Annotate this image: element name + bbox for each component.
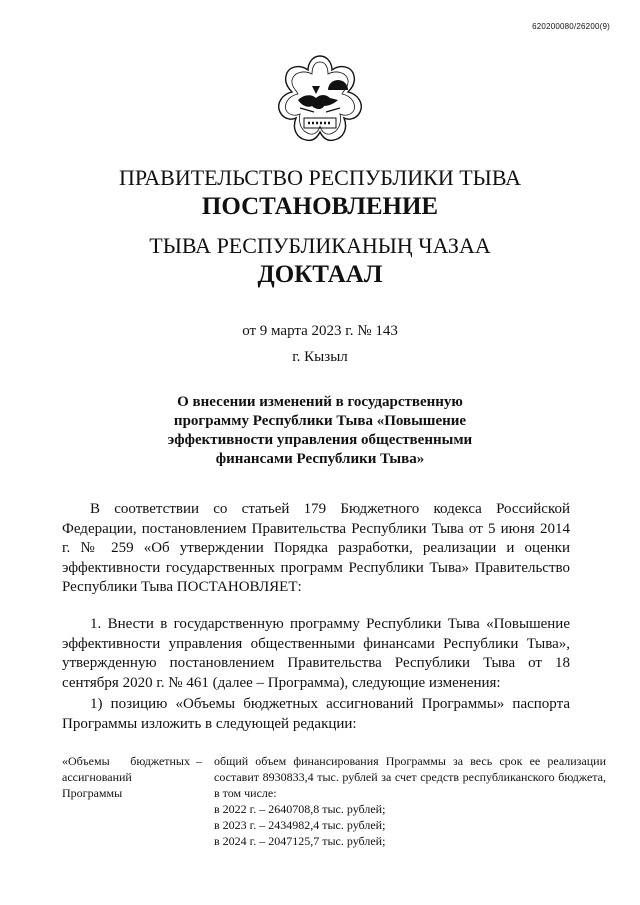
decree-city: г. Кызыл — [292, 349, 348, 365]
paragraph-item-1-1: 1) позицию «Объемы бюджетных ассигнований Программы» паспорта Программы изложить в следующей редакции: — [62, 696, 570, 732]
table-label-cell: «Объемы бюджетных ассигнований Программы — [62, 754, 190, 800]
decree-subject: О внесении изменений в государственную программу Республики Тыва «Повышение эффективности управления общественными финансами Республики Тыва» — [167, 394, 473, 467]
paragraph-item-1: 1. Внести в государственную программу Республики Тыва «Повышение эффективности управления общественными финансами Республики Тыва», утвержденную постановлением Правительства Республики Тыва от 18 сентября 2020 г. № 461 (далее – Программа), следующие изменения: — [62, 616, 570, 691]
table-dash: – — [196, 754, 202, 768]
government-name-tyv: ТЫВА РЕСПУБЛИКАНЫҢ ЧАЗАА — [149, 233, 491, 258]
table-value-cell — [214, 753, 606, 849]
government-name-ru: ПРАВИТЕЛЬСТВО РЕСПУБЛИКИ ТЫВА — [118, 165, 522, 190]
tyva-emblem-icon — [268, 50, 372, 150]
table-value-line: общий объем финансирования Программы за весь срок ее реализации составит 8930833,4 тыс. рублей за счет средств республиканского бюджета, в том числе: — [214, 754, 606, 800]
table-value-line: в 2023 г. – 2434982,4 тыс. рублей; — [214, 818, 386, 832]
document-code: 620200080/26200(9) — [532, 22, 610, 31]
table-value-line: в 2022 г. – 2640708,8 тыс. рублей; — [214, 802, 386, 816]
decree-title-tyv: ДОКТААЛ — [257, 261, 383, 288]
paragraph-preamble: В соответствии со статьей 179 Бюджетного кодекса Российской Федерации, постановлением Правительства Республики Тыва от 5 июня 2014 г. № 259 «Об утверждении Порядка разработки, реализации и оценки эффективности государственных программ Республики Тыва» Правительство Республики Тыва ПОСТАНОВЛЯЕТ: — [62, 501, 570, 595]
table-value-line: в 2024 г. – 2047125,7 тыс. рублей; — [214, 834, 386, 848]
decree-date: от 9 марта 2023 г. № 143 — [242, 323, 398, 339]
decree-title-ru: ПОСТАНОВЛЕНИЕ — [201, 193, 439, 220]
